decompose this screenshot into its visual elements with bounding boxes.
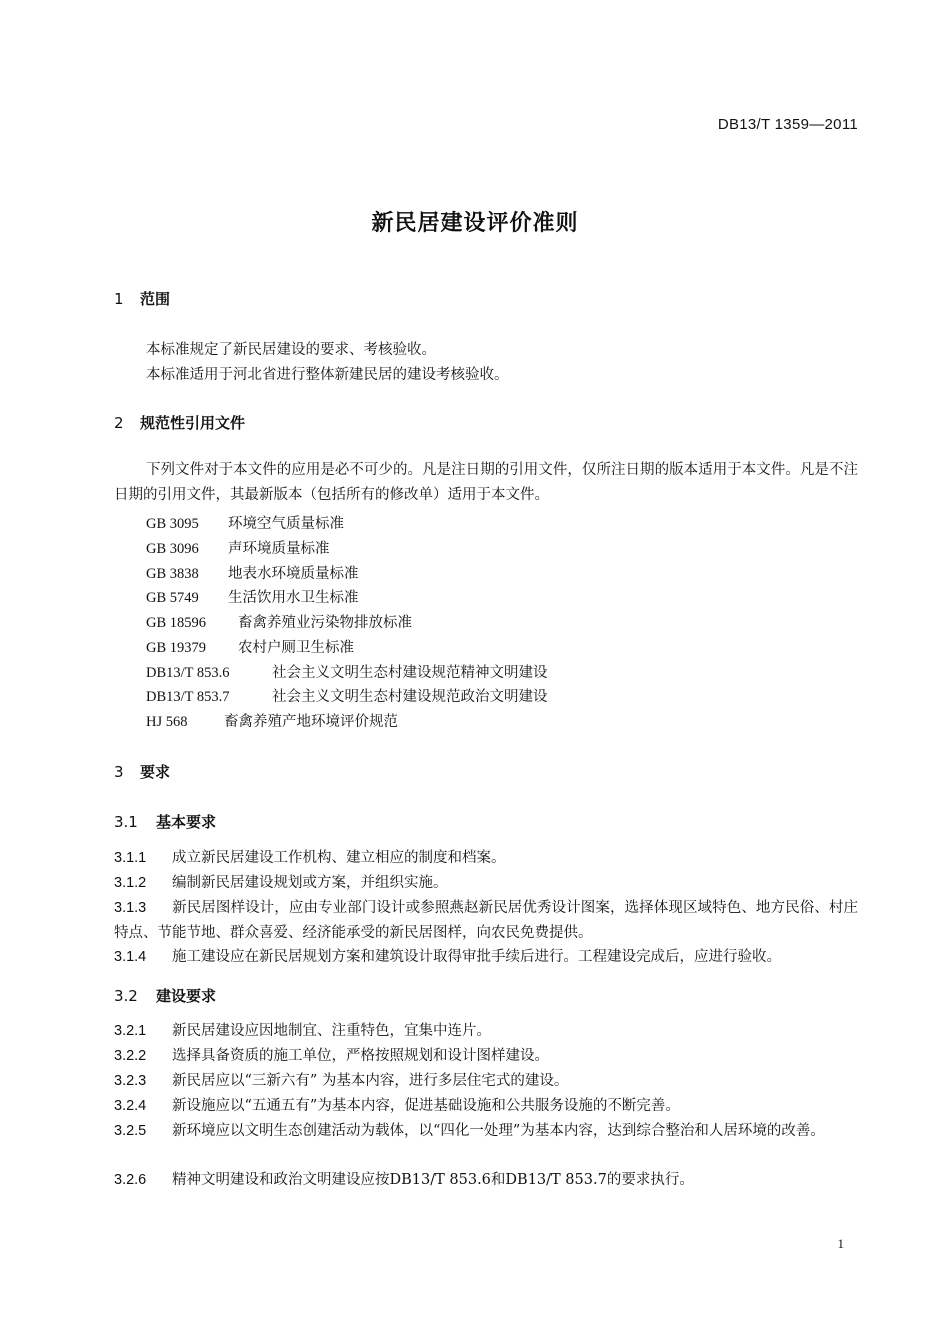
reference-code: GB 3095 — [146, 516, 199, 532]
reference-code: GB 3096 — [146, 541, 199, 557]
clause-text: 选择具备资质的施工单位，严格按照规划和设计图样建设。 — [172, 1048, 549, 1064]
subsection-number: 3.1 — [114, 813, 138, 831]
clause-item — [114, 1069, 858, 1094]
clause-text: 新民居建设应因地制宜、注重特色，宜集中连片。 — [172, 1023, 491, 1039]
section-number: 2 — [114, 414, 124, 432]
reference-title: 社会主义文明生态村建设规范政治文明建设 — [272, 689, 548, 705]
reference-code: GB 5749 — [146, 590, 199, 606]
page-number: 1 — [837, 1236, 844, 1251]
section-title: 要求 — [140, 763, 171, 781]
reference-title: 农村户厕卫生标准 — [238, 640, 354, 656]
paragraph: 本标准规定了新民居建设的要求、考核验收。 — [146, 342, 436, 358]
clause-text: 新环境应以文明生态创建活动为载体，以“四化一处理”为基本内容，达到综合整治和人居环境的改善。 — [172, 1123, 825, 1139]
reference-item — [146, 710, 398, 731]
reference-title: 地表水环境质量标准 — [228, 566, 359, 582]
reference-title: 环境空气质量标准 — [228, 516, 344, 532]
paragraph: 下列文件对于本文件的应用是必不可少的。凡是注日期的引用文件，仅所注日期的版本适用于本文件。凡是不注日期的引用文件，其最新版本（包括所有的修改单）适用于本文件。 — [114, 462, 858, 503]
clause-text: 精神文明建设和政治文明建设应按DB13/T 853.6和DB13/T 853.7的要求执行。 — [172, 1172, 694, 1188]
reference-item — [146, 661, 548, 682]
clause-item — [114, 1094, 858, 1119]
reference-item — [146, 636, 354, 657]
reference-title: 畜禽养殖产地环境评价规范 — [224, 714, 398, 730]
clause-number: 3.1.4 — [114, 949, 147, 965]
clause-number: 3.2.4 — [114, 1098, 147, 1114]
subsection-3-2-heading — [114, 985, 216, 1006]
reference-item — [146, 562, 359, 583]
clause-item — [114, 1119, 858, 1144]
clause-number: 3.2.6 — [114, 1172, 147, 1188]
clause-item — [114, 1019, 858, 1044]
section-title: 规范性引用文件 — [140, 414, 246, 432]
reference-code: GB 18596 — [146, 615, 207, 631]
subsection-3-1-heading — [114, 811, 216, 832]
section-1-heading — [114, 288, 170, 309]
reference-code: DB13/T 853.6 — [146, 665, 230, 681]
reference-title: 畜禽养殖业污染物排放标准 — [238, 615, 412, 631]
reference-item — [146, 537, 330, 558]
clause-text: 新民居应以“三新六有” 为基本内容，进行多层住宅式的建设。 — [172, 1073, 569, 1089]
reference-item — [146, 685, 548, 706]
reference-code: GB 19379 — [146, 640, 207, 656]
reference-item — [146, 586, 359, 607]
paragraph: 本标准适用于河北省进行整体新建民居的建设考核验收。 — [146, 367, 509, 383]
subsection-title: 建设要求 — [156, 987, 217, 1005]
clause-item — [114, 896, 858, 946]
section-2-heading — [114, 412, 245, 433]
section-number: 3 — [114, 763, 124, 781]
reference-code: HJ 568 — [146, 714, 188, 730]
section-3-heading — [114, 761, 170, 782]
standard-code: DB13/T 1359—2011 — [717, 116, 858, 133]
clause-number: 3.1.3 — [114, 900, 147, 916]
clause-item — [114, 1168, 858, 1193]
clause-item — [114, 945, 858, 970]
section-number: 1 — [114, 290, 124, 308]
reference-item — [146, 512, 344, 533]
clause-item — [114, 871, 858, 896]
clause-number: 3.2.5 — [114, 1123, 147, 1139]
clause-item — [114, 846, 858, 871]
clause-number: 3.2.3 — [114, 1073, 147, 1089]
document-title: 新民居建设评价准则 — [371, 211, 579, 236]
clause-number: 3.2.1 — [114, 1023, 147, 1039]
section-title: 范围 — [140, 290, 171, 308]
clause-number: 3.1.2 — [114, 875, 147, 891]
clause-text: 施工建设应在新民居规划方案和建筑设计取得审批手续后进行。工程建设完成后，应进行验收。 — [172, 949, 781, 965]
clause-text: 成立新民居建设工作机构、建立相应的制度和档案。 — [172, 850, 506, 866]
reference-item — [146, 611, 412, 632]
subsection-number: 3.2 — [114, 987, 138, 1005]
subsection-title: 基本要求 — [156, 813, 217, 831]
reference-title: 声环境质量标准 — [228, 541, 330, 557]
reference-title: 社会主义文明生态村建设规范精神文明建设 — [272, 665, 548, 681]
reference-title: 生活饮用水卫生标准 — [228, 590, 359, 606]
clause-text: 编制新民居建设规划或方案，并组织实施。 — [172, 875, 448, 891]
clause-number: 3.1.1 — [114, 850, 147, 866]
clause-number: 3.2.2 — [114, 1048, 147, 1064]
reference-code: DB13/T 853.7 — [146, 689, 230, 705]
clause-text: 新设施应以“五通五有”为基本内容，促进基础设施和公共服务设施的不断完善。 — [172, 1098, 680, 1114]
reference-code: GB 3838 — [146, 566, 199, 582]
clause-item — [114, 1044, 858, 1069]
clause-text: 新民居图样设计，应由专业部门设计或参照燕赵新民居优秀设计图案，选择体现区域特色、地方民俗、村庄特点、节能节地、群众喜爱、经济能承受的新民居图样，向农民免费提供。 — [114, 900, 858, 941]
